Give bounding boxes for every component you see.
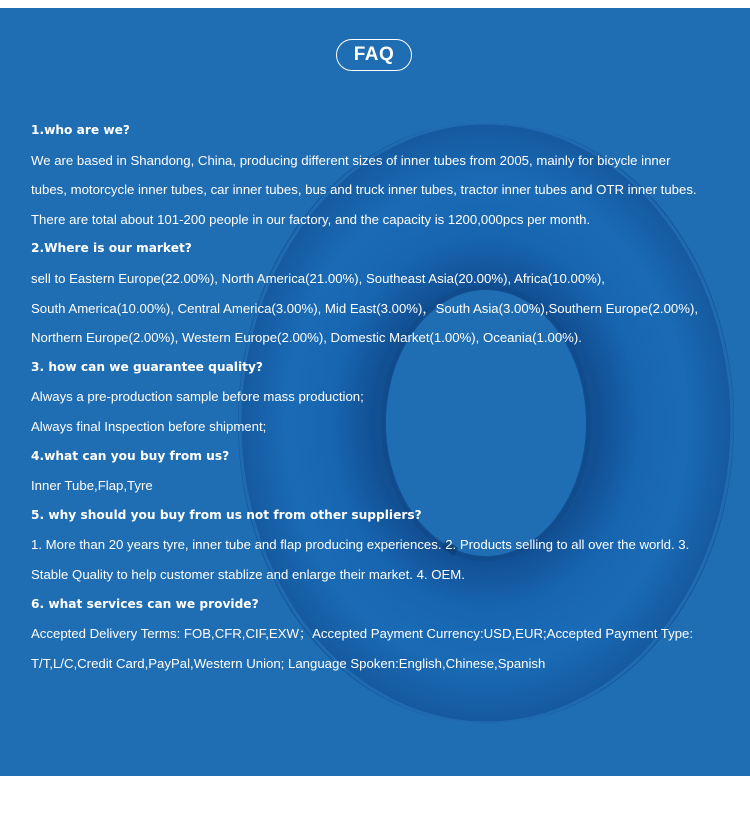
- faq-question: 6. what services can we provide?: [31, 596, 259, 611]
- faq-question: 1.who are we?: [31, 123, 130, 137]
- faq-panel: [0, 8, 750, 776]
- faq-content: [31, 116, 727, 678]
- faq-question: 2.Where is our market?: [31, 241, 192, 256]
- faq-answer-line: Always a pre-production sample before mass production;: [31, 389, 364, 405]
- faq-answer-line: 1. More than 20 years tyre, inner tube and flap producing experiences. 2. Products selling to all over the world. 3.: [31, 537, 690, 553]
- faq-answer-line: Accepted Delivery Terms: FOB,CFR,CIF,EXW；Accepted Payment Currency:USD,EUR;Accepted Payment Type:: [31, 626, 694, 642]
- faq-answer-line: Stable Quality to help customer stablize and enlarge their market. 4. OEM.: [31, 566, 465, 582]
- faq-answer-line: T/T,L/C,Credit Card,PayPal,Western Union; Language Spoken:English,Chinese,Spanish: [31, 655, 546, 671]
- faq-answer-line: sell to Eastern Europe(22.00%), North America(21.00%), Southeast Asia(20.00%), Africa(10.00%),: [31, 270, 605, 286]
- faq-answer-line: tubes, motorcycle inner tubes, car inner tubes, bus and truck inner tubes, tractor inner tubes and OTR inner tubes.: [31, 182, 697, 198]
- faq-answer-line: We are based in Shandong, China, producing different sizes of inner tubes from 2005, mainly for bicycle inner: [31, 152, 671, 168]
- faq-answer-line: Always final Inspection before shipment;: [31, 418, 267, 434]
- faq-answer-line: There are total about 101-200 people in our factory, and the capacity is 1200,000pcs per month.: [31, 211, 591, 227]
- faq-question: 3. how can we guarantee quality?: [31, 359, 263, 374]
- faq-answer-line: South America(10.00%), Central America(3.00%), Mid East(3.00%)，South Asia(3.00%),Southern Europe(2.00%),: [31, 300, 699, 316]
- faq-title-badge: FAQ: [336, 39, 412, 71]
- faq-answer-line: Northern Europe(2.00%), Western Europe(2.00%), Domestic Market(1.00%), Oceania(1.00%).: [31, 330, 582, 346]
- faq-question: 5. why should you buy from us not from other suppliers?: [31, 507, 422, 522]
- faq-answer-line: Inner Tube,Flap,Tyre: [31, 478, 153, 494]
- faq-question: 4.what can you buy from us?: [31, 448, 230, 463]
